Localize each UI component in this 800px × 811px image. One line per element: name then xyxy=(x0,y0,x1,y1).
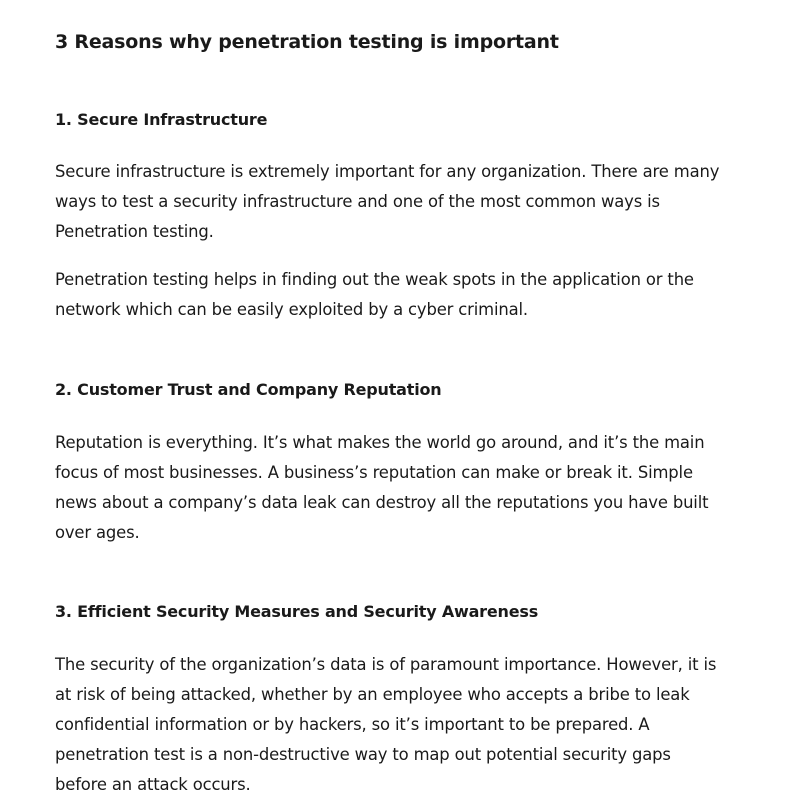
text-line: network which can be easily exploited by a cyber criminal. xyxy=(55,300,528,319)
paragraph xyxy=(55,157,745,247)
section-heading-customer-trust: 2. Customer Trust and Company Reputation xyxy=(55,380,442,399)
text-line: confidential information or by hackers, so it’s important to be prepared. A xyxy=(55,715,650,734)
text-line: Penetration testing. xyxy=(55,222,214,241)
text-line: ways to test a security infrastructure and one of the most common ways is xyxy=(55,192,660,211)
section-heading-efficient-security: 3. Efficient Security Measures and Security Awareness xyxy=(55,602,539,621)
text-line: at risk of being attacked, whether by an employee who accepts a bribe to leak xyxy=(55,685,690,704)
section-heading-secure-infrastructure: 1. Secure Infrastructure xyxy=(55,110,268,129)
text-line: focus of most businesses. A business’s reputation can make or break it. Simple xyxy=(55,463,693,482)
page-title: 3 Reasons why penetration testing is important xyxy=(55,31,559,53)
paragraph xyxy=(55,428,745,548)
text-line: Reputation is everything. It’s what makes the world go around, and it’s the main xyxy=(55,433,705,452)
text-line: Secure infrastructure is extremely important for any organization. There are many xyxy=(55,162,720,181)
paragraph xyxy=(55,265,745,325)
text-line: before an attack occurs. xyxy=(55,775,251,794)
paragraph xyxy=(55,650,745,800)
text-line: Penetration testing helps in finding out the weak spots in the application or the xyxy=(55,270,694,289)
text-line: news about a company’s data leak can destroy all the reputations you have built xyxy=(55,493,709,512)
text-line: The security of the organization’s data is of paramount importance. However, it is xyxy=(55,655,717,674)
text-line: penetration test is a non-destructive way to map out potential security gaps xyxy=(55,745,671,764)
text-line: over ages. xyxy=(55,523,140,542)
